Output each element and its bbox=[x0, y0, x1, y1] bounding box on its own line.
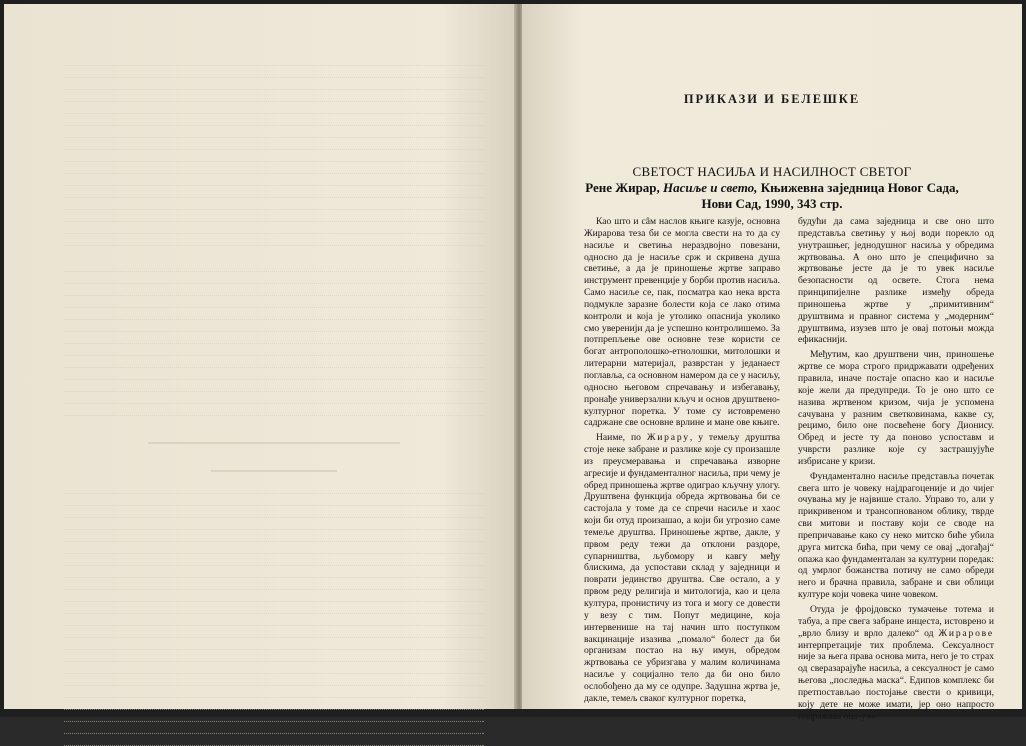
paragraph: Као што и сâм наслов књиге казује, основна Жирарова теза би се могла свести на то да су насиље и светиња нераздвојно повезани, односно да је насиље срж и скривена душа светиње, а да је приношење жртве заправо инструмент превенције у борби против насиља. Само насиље се, пак, посматра као нека врста подмукле заразне болести која се лако отима контроли и која је утолико опаснија уколико смо уверенији да је успешно контролишемо. За потпрепљење ове основне тезе користи се богат антрополошко-етнолошки, митолошки и литерарни материјал, разврстан у једанаест поглавља, са основном намером да се у насиљу, односно његовом спречавању и избегавању, пронађе универзални кључ и основ друштвено-културног поретка. У томе су истовремено садржане све основне врлине и мане ове књиге. bbox=[584, 216, 780, 429]
section-header: ПРИКАЗИ И БЕЛЕШКЕ bbox=[683, 92, 861, 106]
text-column-right bbox=[798, 216, 994, 722]
bleed-through-text bbox=[64, 54, 484, 664]
spaced-name: Жирару bbox=[646, 432, 690, 444]
text-columns bbox=[584, 216, 994, 722]
paragraph: Отуда је фројдовско тумачење тотема и табуа, а пре свега забране инцеста, истоврено и „врло близу и врло далеко“ од Жирарове интерпретације тих проблема. Сексуалност није за њега права основа мита, него је то страх од сверазарајуће насиља, а сексуалност је само његова „последња маска“. Едипов комплекс би претпостављао постојање свести о кривици, коју дете не може имати, јер оно напросто подражава оца-узо- bbox=[798, 604, 994, 722]
paragraph: Фундаментално насиље представља почетак свега што је човеку најдрагоценије и до чијег очувања му је највише стало. Управо то, али у прикривеном и трансопнованом облику, тврде сви митови и поставу који се своде на препричавање како су неко митско биће убила друга митска бића, при чему се овај „догађај“ опажа као фундаменталан за културни поредак: од умрлог божанства потичу не само обреди него и брачна правила, забране и сви облици културе који човека чине човеком. bbox=[798, 470, 994, 601]
paragraph: будући да сама заједница и све оно што представља светињу у њој води порекло од унутрашњег, једнодушног насиља у обредима жртвовања. А оно што је специфично за жртвовање јесте да је то увек насиље безопасности од осветe. Стога нема принципијелне разлике између обреда приношења жртве у „примитивним“ друштвима и правног система у „модерним“ друштвима, изузев што је овај потоњи можда ефикаснији. bbox=[798, 216, 994, 346]
review-title: СВЕТОСТ НАСИЉА И НАСИЛНОСТ СВЕТОГ bbox=[632, 164, 912, 179]
spaced-name: Жирарове bbox=[938, 627, 994, 639]
review-title-block bbox=[562, 164, 982, 212]
bibliographic-line-2: Нови Сад, 1990, 343 стр. bbox=[701, 196, 843, 211]
bibliographic-line: Рене Жирар, Насиље и свето, Књижевна заједница Новог Сада, bbox=[585, 180, 959, 195]
right-page bbox=[522, 4, 1022, 722]
paragraph: Међутим, као друштвени чин, приношење жртве се мора строго придржавати одређених правила, иначе постаје опасно као и насиље које жели да предупреди. То је оно што се назива жртвеном кризом, чија је успомена сачувана у разним светковинама, какве су, рецимо, било оне посвећене богу Дионису. Обред и јесте ту да поново успоставм и учврсти разлике које су застрашујуће избрисане у кризи. bbox=[798, 349, 994, 467]
left-page bbox=[4, 4, 516, 709]
text-column-left bbox=[584, 216, 780, 705]
paragraph: Наиме, по Жирару, у темељу друштва стоје неке забране и разлике које су произашле из преусмеравања и спречавања изворне агресије и фундаменталног насиља, при чему је обред приношења жртве одиграо кључну улогу. Друштвена функција обреда жртвовања би се састојала у томе да се спречи насиље и хаос који би отуд произашао, а који би угрозио саме темеље друштва. Приношење жртве, дакле, у првом реду тежи да отклони раздоре, супарништва, љубомору и кавгу међу блискима, да успостави склад у заједници и поврати јединство друштва. Све остало, а у првом реду религија и митологија, као и цела култура, пронистичу из тога и могу се довести у везу с тим. Попут медицине, која интервенише на тај начин што поступком вакцинације изазива „помало“ болест да би организам постао на њу имун, обредом жртвовања се убризгава у малим количинама насиље у социјално тело да би оно било ослобођено да му се одупре. Задушна жртва је, дакле, темељ сваког културног поретка, bbox=[584, 432, 780, 704]
